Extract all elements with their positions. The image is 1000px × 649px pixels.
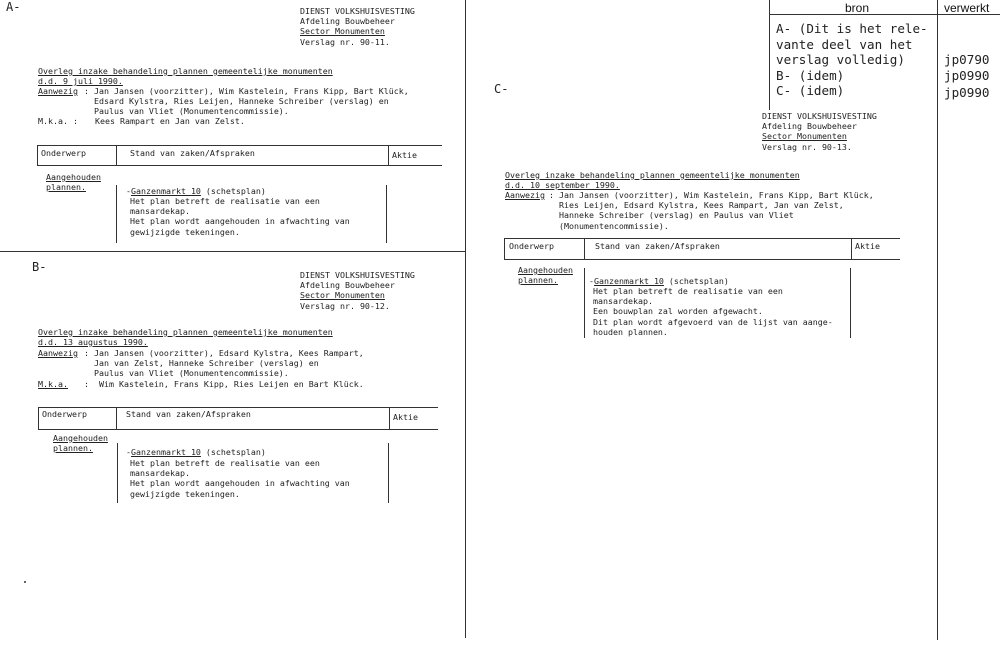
section-marker-b: B- [32, 260, 47, 274]
item-body: Het plan betreft de realisatie van een mansardekap. Het plan wordt aangehouden in afwachting van gewijzigde tekeningen. [130, 458, 350, 499]
mka-names: Kees Rampart en Jan van Zelst. [95, 116, 245, 126]
verwerkt-header: verwerkt [944, 1, 990, 15]
aanwezig-label: Aanwezig [38, 86, 78, 96]
meeting-date: d.d. 9 juli 1990. [38, 76, 123, 86]
mka-label: M.k.a. : [38, 116, 78, 126]
aanwezig-label: Aanwezig [505, 190, 545, 200]
bron-header: bron [845, 1, 870, 15]
mka-names: : Wim Kastelein, Frans Kipp, Ries Leijen en Bart Klück. [84, 379, 364, 389]
mka-label: M.k.a. [38, 379, 68, 389]
meeting-date: d.d. 10 september 1990. [505, 180, 620, 190]
topic: Aangehouden plannen. [518, 265, 573, 286]
department-header: DIENST VOLKSHUISVESTING Afdeling Bouwbeheer Sector Monumenten Verslag nr. 90-12. [300, 270, 415, 311]
department-header: DIENST VOLKSHUISVESTING Afdeling Bouwbeheer Sector Monumenten Verslag nr. 90-13. [762, 111, 877, 152]
verwerkt-codes: jp0790 jp0990 jp0990 [944, 52, 990, 100]
meeting-title: Overleg inzake behandeling plannen gemeentelijke monumenten [38, 327, 333, 337]
item-body: Het plan betreft de realisatie van een mansardekap. Het plan wordt aangehouden in afwachting van gewijzigde tekeningen. [130, 196, 350, 237]
scan-speck [24, 581, 26, 583]
topic: Aangehouden plannen. [46, 172, 101, 193]
col-aktie: Aktie [393, 412, 418, 422]
item-title: -Ganzenmarkt 10 (schetsplan) [589, 276, 729, 286]
col-onderwerp: Onderwerp [42, 409, 87, 419]
col-onderwerp: Onderwerp [41, 148, 86, 158]
topic: Aangehouden plannen. [53, 433, 108, 454]
item-body: Het plan betreft de realisatie van een mansardekap. Een bouwplan zal worden afgewacht. Dit plan wordt afgevoerd van de lijst van aange- houden plannen. [593, 286, 833, 337]
section-divider [0, 251, 466, 252]
department-header: DIENST VOLKSHUISVESTING Afdeling Bouwbeheer Sector Monumenten Verslag nr. 90-11. [300, 6, 415, 47]
col-aktie: Aktie [855, 241, 880, 251]
aanwezig-label: Aanwezig [38, 348, 78, 358]
section-marker-c: C- [494, 82, 509, 96]
bron-note: A- (Dit is het rele- vante deel van het verslag volledig) B- (idem) C- (idem) [776, 21, 928, 99]
section-marker-a: A- [6, 0, 21, 14]
item-title: -Ganzenmarkt 10 (schetsplan) [126, 447, 266, 457]
meeting-date: d.d. 13 augustus 1990. [38, 337, 148, 347]
column-divider [465, 0, 466, 638]
col-aktie: Aktie [392, 150, 417, 160]
col-stand: Stand van zaken/Afspraken [126, 409, 251, 419]
attendees: : Jan Jansen (voorzitter), Wim Kastelein, Frans Kipp, Bart Klück, Edsard Kylstra, Ries Leijen, Hanneke Schreiber (verslag) en Paulus van Vliet (Monumentencommissie). [84, 86, 409, 117]
meeting-title: Overleg inzake behandeling plannen gemeentelijke monumenten [38, 66, 333, 76]
col-stand: Stand van zaken/Afspraken [595, 241, 720, 251]
attendees: : Jan Jansen (voorzitter), Edsard Kylstra, Kees Rampart, Jan van Zelst, Hanneke Schreiber (verslag) en Paulus van Vliet (Monumentencommissie). [84, 348, 364, 379]
col-onderwerp: Onderwerp [509, 241, 554, 251]
attendees: : Jan Jansen (voorzitter), Wim Kastelein, Frans Kipp, Bart Klück, Ries Leijen, Edsard Kylstra, Kees Rampart, Jan van Zelst, Hanneke Schreiber (verslag) en Paulus van Vliet (Monumentencommissie). [549, 190, 874, 231]
col-stand: Stand van zaken/Afspraken [130, 148, 255, 158]
meeting-title: Overleg inzake behandeling plannen gemeentelijke monumenten [505, 170, 800, 180]
item-title: -Ganzenmarkt 10 (schetsplan) [126, 186, 266, 196]
